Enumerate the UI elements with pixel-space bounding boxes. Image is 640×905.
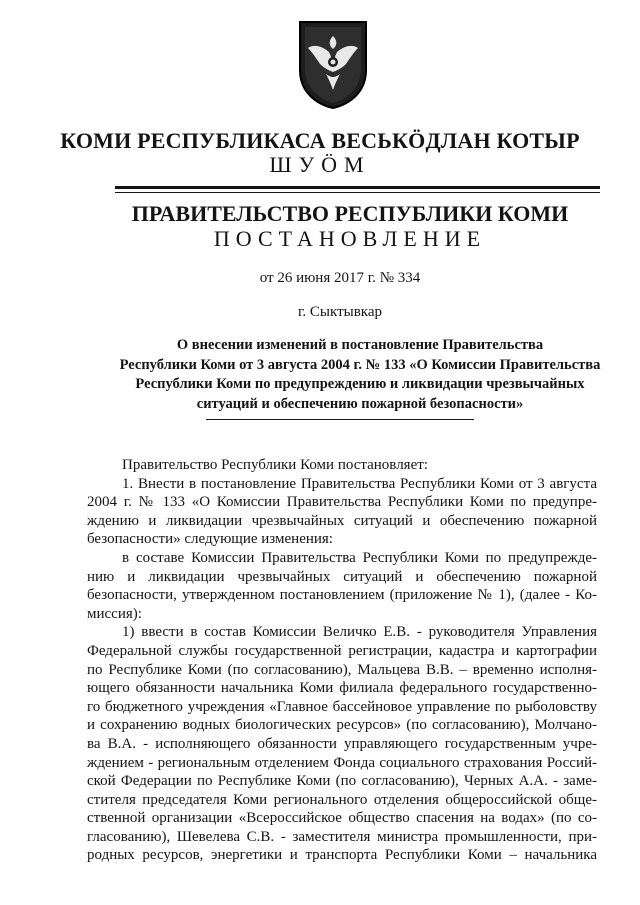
komi-coat-of-arms-icon: [296, 18, 370, 110]
body-line: ющего обязанности начальника Коми филиала федерального государственно-: [87, 680, 597, 697]
government-title: ПРАВИТЕЛЬСТВО РЕСПУБЛИКИ КОМИ: [131, 201, 569, 226]
body-line: ской Федерации по Республике Коми (по согласованию), Черных А.А. - заме-: [87, 773, 597, 790]
komi-decree-word: ШУӦМ: [269, 152, 371, 177]
body-line: 1) ввести в состав Комиссии Величко Е.В. - руководителя Управления: [122, 624, 597, 641]
decree-title-line: Республики Коми по предупреждению и ликвидации чрезвычайных: [135, 376, 585, 392]
body-line: ждению и ликвидации чрезвычайных ситуаций и обеспечению пожарной: [87, 512, 597, 529]
body-line: стителя председателя Коми регионального отделения общероссийской обще-: [87, 791, 597, 808]
title-underline: [206, 419, 474, 420]
decree-city: г. Сыктывкар: [297, 304, 383, 320]
decree-body: [87, 456, 597, 865]
decree-word: ПОСТАНОВЛЕНИЕ: [213, 226, 487, 251]
body-line: Федеральной службы государственной регистрации, кадастра и картографии: [87, 642, 597, 659]
body-line: ственной организации «Всероссийское общество спасения на водах» (по со-: [87, 810, 597, 827]
decree-title-line: Республики Коми от 3 августа 2004 г. № 133 «О Комиссии Правительства: [119, 356, 601, 373]
komi-government-title: КОМИ РЕСПУБЛИКАСА ВЕСЬКӦДЛАН КОТЫР: [60, 128, 580, 153]
body-line: безопасности» следующие изменения:: [87, 531, 333, 548]
body-line: ждением - региональным отделением Фонда социального страхования Россий-: [87, 754, 597, 771]
decree-title-line: ситуаций и обеспечению пожарной безопасности»: [196, 395, 524, 412]
body-line: нию и ликвидации чрезвычайных ситуаций и обеспечению пожарной: [87, 568, 597, 585]
header-divider-thick: [115, 186, 600, 189]
header-divider-thin: [115, 192, 600, 193]
body-line: миссия):: [87, 605, 142, 622]
decree-title-line: О внесении изменений в постановление Правительства: [176, 337, 544, 353]
decree-title: [110, 336, 610, 414]
body-line: и сохранению водных биологических ресурсов» (по согласованию), Молчано-: [87, 717, 597, 734]
body-line: 2004 г. № 133 «О Комиссии Правительства Республики Коми по предупре-: [87, 494, 597, 511]
body-line: 1. Внести в постановление Правительства Республики Коми от 3 августа: [122, 475, 597, 492]
body-line: Правительство Республики Коми постановляет:: [122, 457, 428, 473]
decree-date-number: от 26 июня 2017 г. № 334: [259, 270, 421, 286]
body-line: ва В.А. - исполняющего обязанности управляющего государственным учре-: [87, 735, 597, 752]
body-line: родных ресурсов, энергетики и транспорта Республики Коми – начальника: [87, 847, 597, 864]
body-line: безопасности, утвержденном постановлением (приложение № 1), (далее - Ко-: [87, 587, 597, 604]
body-line: в составе Комиссии Правительства Республики Коми по предупрежде-: [122, 549, 597, 566]
body-line: гласованию), Шевелева С.В. - заместителя министра промышленности, при-: [87, 828, 597, 845]
body-line: по Республике Коми (по согласованию), Мальцева В.В. – временно исполня-: [87, 661, 597, 678]
body-line: го бюджетного учреждения «Главное бассейновое управление по рыболовству: [87, 698, 597, 715]
